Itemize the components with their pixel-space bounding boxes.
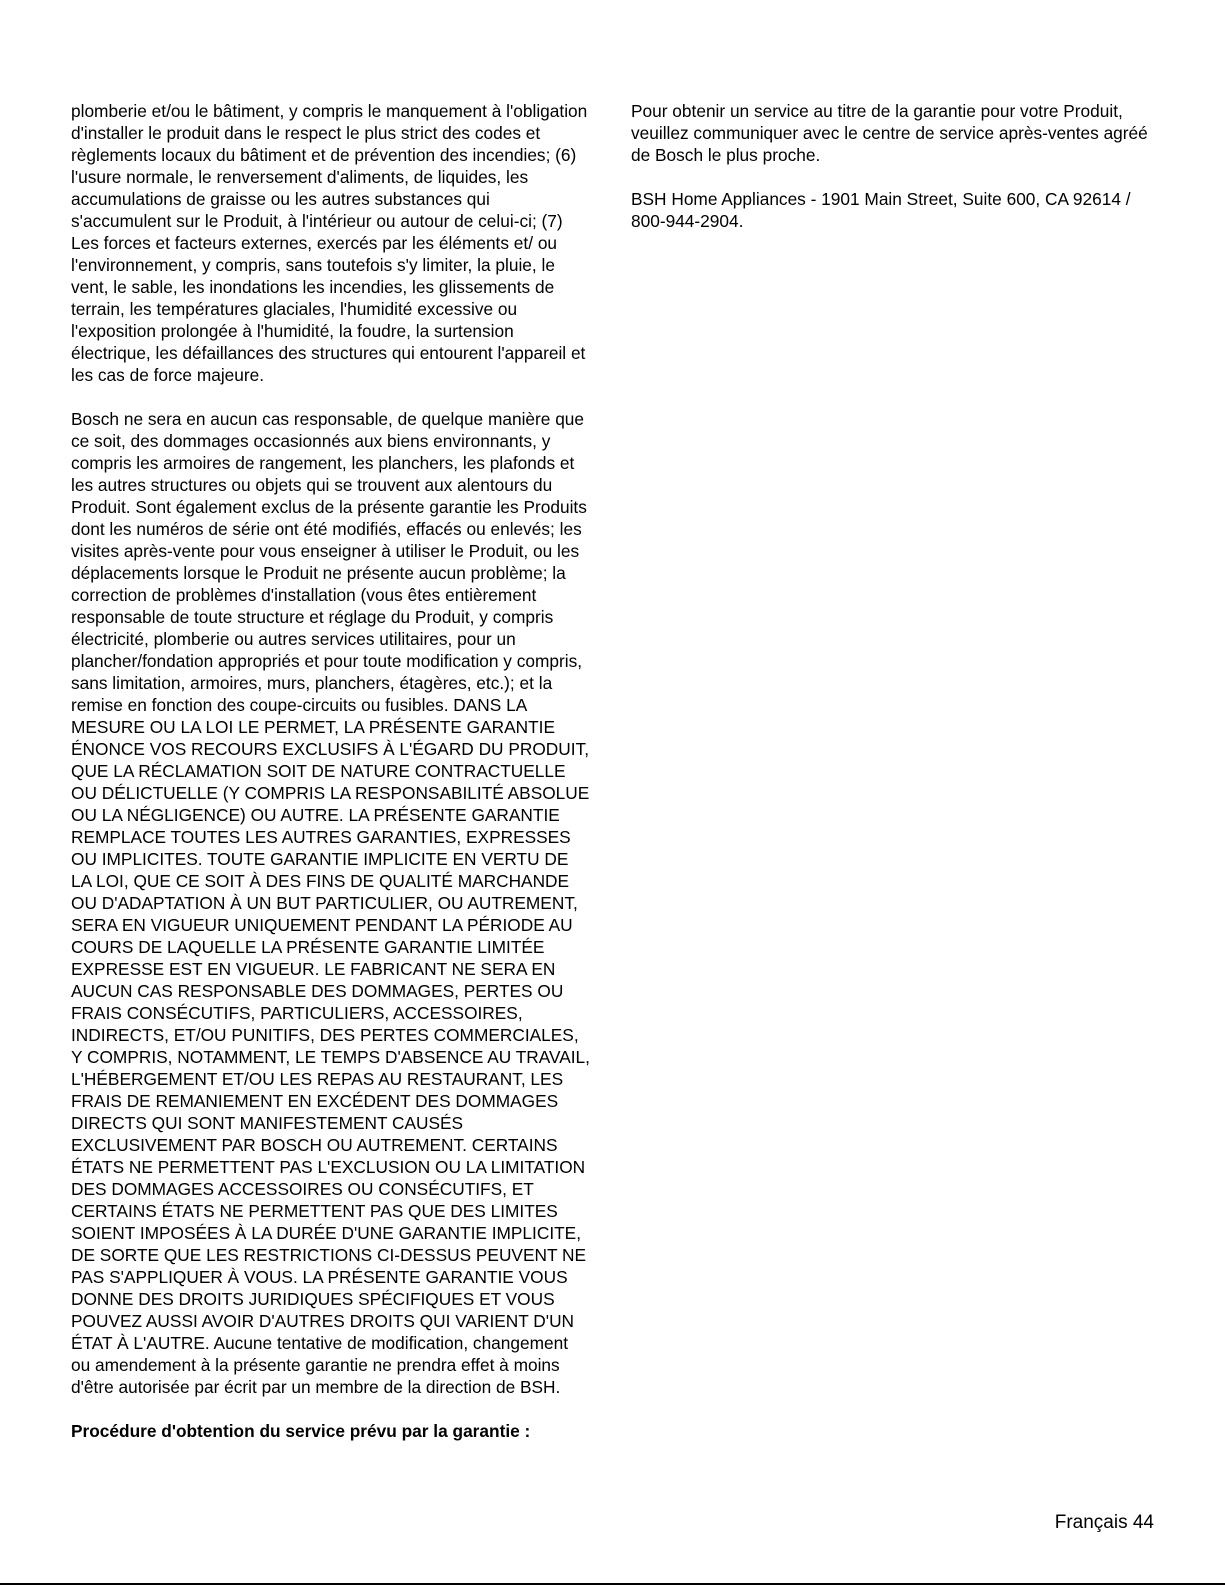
liability-limitation-paragraph: Bosch ne sera en aucun cas responsable, de quelque manière que ce soit, des dommages occasionnés aux biens environnants, y compris les armoires de rangement, les planchers, les plafonds et les autres structures ou objets qui se trouvent aux alentours du Produit. Sont également exclus de la présente garantie les Produits dont les numéros de série ont été modifiés, effacés ou enlevés; les visites après-vente pour vous enseigner à utiliser le Produit, ou les déplacements lorsque le Produit ne présente aucun problème; la correction de problèmes d'installation (vous êtes entièrement responsable de toute structure et réglage du Produit, y compris électricité, plomberie ou autres services utilitaires, pour un plancher/fondation appropriés et pour toute modification y compris, sans limitation, armoires, murs, planchers, étagères, etc.); et la remise en fonction des coupe-circuits ou fusibles. DANS LA MESURE OU LA LOI LE PERMET, LA PRÉSENTE GARANTIE ÉNONCE VOS RECOURS EXCLUSIFS À L'ÉGARD DU PRODUIT, QUE LA RÉCLAMATION SOIT DE NATURE CONTRACTUELLE OU DÉLICTUELLE (Y COMPRIS LA RESPONSABILITÉ ABSOLUE OU LA NÉGLIGENCE) OU AUTRE. LA PRÉSENTE GARANTIE REMPLACE TOUTES LES AUTRES GARANTIES, EXPRESSES OU IMPLICITES. TOUTE GARANTIE IMPLICITE EN VERTU DE LA LOI, QUE CE SOIT À DES FINS DE QUALITÉ MARCHANDE OU D'ADAPTATION À UN BUT PARTICULIER, OU AUTREMENT, SERA EN VIGUEUR UNIQUEMENT PENDANT LA PÉRIODE AU COURS DE LAQUELLE LA PRÉSENTE GARANTIE LIMITÉE EXPRESSE EST EN VIGUEUR. LE FABRICANT NE SERA EN AUCUN CAS RESPONSABLE DES DOMMAGES, PERTES OU FRAIS CONSÉCUTIFS, PARTICULIERS, ACCESSOIRES, INDIRECTS, ET/OU PUNITIFS, DES PERTES COMMERCIALES, Y COMPRIS, NOTAMMENT, LE TEMPS D'ABSENCE AU TRAVAIL, L'HÉBERGEMENT ET/OU LES REPAS AU RESTAURANT, LES FRAIS DE REMANIEMENT EN EXCÉDENT DES DOMMAGES DIRECTS QUI SONT MANIFESTEMENT CAUSÉS EXCLUSIVEMENT PAR BOSCH OU AUTREMENT. CERTAINS ÉTATS NE PERMETTENT PAS L'EXCLUSION OU LA LIMITATION DES DOMMAGES ACCESSOIRES OU CONSÉCUTIFS, ET CERTAINS ÉTATS NE PERMETTENT PAS QUE DES LIMITES SOIENT IMPOSÉES À LA DURÉE D'UNE GARANTIE IMPLICITE, DE SORTE QUE LES RESTRICTIONS CI-DESSUS PEUVENT NE PAS S'APPLIQUER À VOUS. LA PRÉSENTE GARANTIE VOUS DONNE DES DROITS JURIDIQUES SPÉCIFIQUES ET VOUS POUVEZ AUSSI AVOIR D'AUTRES DROITS QUI VARIENT D'UN ÉTAT À L'AUTRE. Aucune tentative de modification, changement ou amendement à la présente garantie ne prendra effet à moins d'être autorisée par écrit par un membre de la direction de BSH. [71,409,590,1397]
bsh-address-paragraph: BSH Home Appliances - 1901 Main Street, Suite 600, CA 92614 / 800-944-2904. [631,189,1131,231]
page-number: Français 44 [1054,1512,1154,1533]
warranty-service-heading: Procédure d'obtention du service prévu par la garantie : [71,1421,531,1441]
left-column [71,100,591,1442]
warranty-exclusions-paragraph: plomberie et/ou le bâtiment, y compris le manquement à l'obligation d'installer le produit dans le respect le plus strict des codes et règlements locaux du bâtiment et de prévention des incendies; (6) l'usure normale, le renversement d'aliments, de liquides, les accumulations de graisse ou les autres substances qui s'accumulent sur le Produit, à l'intérieur ou autour de celui-ci; (7) Les forces et facteurs externes, exercés par les éléments et/ ou l'environnement, y compris, sans toutefois s'y limiter, la pluie, le vent, le sable, les inondations les incendies, les glissements de terrain, les températures glaciales, l'humidité excessive ou l'exposition prolongée à l'humidité, la foudre, la surtension électrique, les défaillances des structures qui entourent l'appareil et les cas de force majeure. [71,101,588,385]
service-contact-paragraph: Pour obtenir un service au titre de la garantie pour votre Produit, veuillez communiquer avec le centre de service après-ventes agréé de Bosch le plus proche. [631,101,1148,165]
right-column [631,100,1161,254]
